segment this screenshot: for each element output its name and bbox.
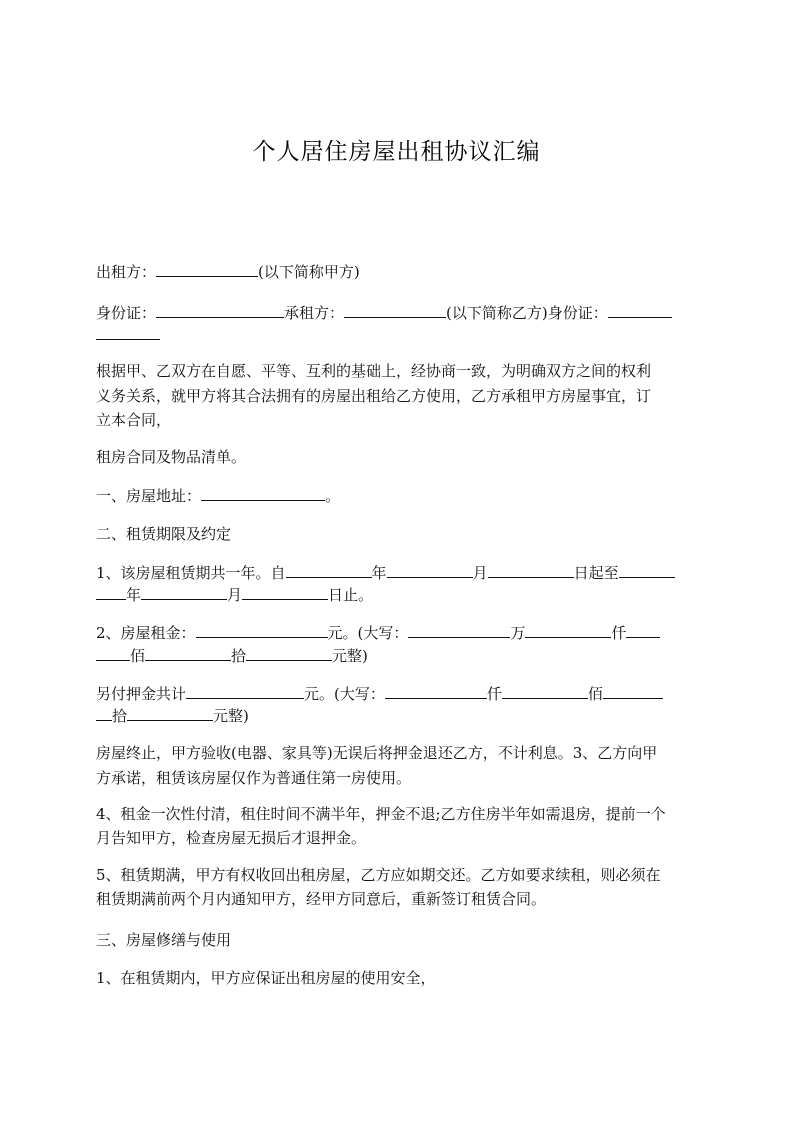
deposit-qian-label: 仟 — [486, 685, 502, 703]
term-start-day-blank — [488, 562, 574, 578]
termination-line-1: 房屋终止，甲方验收(电器、家具等)无误后将押金退还乙方，不计利息。3、乙方向甲 — [96, 744, 658, 762]
intro-line-1: 根据甲、乙双方在自愿、平等、互利的基础上，经协商一致，为明确双方之间的权利 — [96, 362, 652, 380]
term-end-year-blank — [619, 562, 675, 578]
section3-heading: 三、房屋修缮与使用 — [96, 931, 232, 949]
rent-shi-blank — [145, 645, 231, 661]
term-end-day-blank — [242, 584, 328, 600]
clause5-line-2: 租赁期满前两个月内通知甲方，经甲方同意后，重新签订租赁合同。 — [96, 890, 547, 908]
clause4-line-1: 4、租金一次性付清，租住时间不满半年，押金不退;乙方住房半年如需退房，提前一个 — [96, 805, 666, 823]
term-month-label: 月 — [472, 564, 488, 582]
section2-heading: 二、租赁期限及约定 — [96, 525, 232, 543]
rent-line — [96, 622, 660, 644]
lessor-suffix: (以下简称甲方) — [258, 263, 360, 281]
deposit-line-continued — [96, 705, 249, 727]
id-line — [96, 302, 672, 324]
deposit-line — [96, 683, 663, 705]
term-month2-label: 月 — [227, 586, 243, 604]
termination-line-2: 方承诺，租赁该房屋仅作为普通住第一房使用。 — [96, 769, 412, 787]
deposit-yuan-label: 元。(大写： — [304, 685, 385, 703]
rent-yuan-label: 元。(大写： — [327, 624, 409, 642]
address-end: 。 — [325, 487, 341, 505]
term-end-month-blank — [141, 584, 227, 600]
rent-qian-label: 仟 — [611, 624, 627, 642]
lessor-label: 出租方： — [96, 263, 157, 281]
intro-line-2: 义务关系，就甲方将其合法拥有的房屋出租给乙方使用，乙方承租甲方房屋事宜，订 — [96, 387, 652, 405]
deposit-yuan-zheng-label: 元整) — [213, 707, 249, 725]
lessee-label: 承租方： — [284, 304, 345, 322]
deposit-prefix: 另付押金共计 — [96, 685, 187, 703]
term-line — [96, 562, 675, 584]
clause4-line-2: 月告知甲方，检查房屋无损后才退押金。 — [96, 829, 367, 847]
address-blank — [201, 485, 325, 501]
rent-yuan-zheng-label: 元整) — [332, 647, 368, 665]
deposit-shi-blank — [603, 683, 663, 699]
document-title: 个人居住房屋出租协议汇编 — [252, 139, 541, 165]
rent-prefix: 2、房屋租金： — [96, 624, 196, 642]
term-line-continued — [96, 584, 373, 606]
lessee-id-blank-continued — [96, 324, 160, 340]
rent-bai-blank — [626, 622, 660, 638]
term-day-end-label: 日止。 — [328, 586, 374, 604]
lessor-id-blank — [156, 302, 284, 318]
deposit-shi-blank-continued — [96, 705, 112, 721]
rent-bai-blank-continued — [96, 645, 130, 661]
inventory-line: 租房合同及物品清单。 — [96, 448, 247, 466]
deposit-bai-label: 佰 — [587, 685, 603, 703]
rent-wan-blank — [408, 622, 510, 638]
rent-wan-label: 万 — [510, 624, 526, 642]
term-start-year-blank — [286, 562, 372, 578]
address-line — [96, 485, 340, 507]
deposit-qian-blank — [385, 683, 487, 699]
clause5-line-1: 5、租赁期满，甲方有权收回出租房屋，乙方应如期交还。乙方如要求续租，则必须在 — [96, 866, 661, 884]
rent-qian-blank — [525, 622, 611, 638]
intro-line-3: 立本合同， — [96, 411, 172, 429]
lessee-name-blank — [344, 302, 446, 318]
lessee-id-blank — [608, 302, 672, 318]
deposit-yuan-blank — [127, 705, 213, 721]
lessor-id-label: 身份证： — [96, 304, 157, 322]
lessor-line — [96, 261, 360, 283]
section3-clause1: 1、在租赁期内，甲方应保证出租房屋的使用安全， — [96, 969, 436, 987]
term-end-year-blank-continued — [96, 584, 126, 600]
rent-line-continued — [96, 645, 368, 667]
lessee-suffix: (以下简称乙方) — [446, 304, 548, 322]
term-day-from-label: 日起至 — [573, 564, 619, 582]
term-start-month-blank — [387, 562, 473, 578]
term-year2-label: 年 — [126, 586, 142, 604]
lessor-name-blank — [156, 261, 258, 277]
deposit-amount-blank — [186, 683, 304, 699]
rent-amount-blank — [196, 622, 328, 638]
term-prefix: 1、该房屋租赁期共一年。自 — [96, 564, 286, 582]
rent-bai-label: 佰 — [130, 647, 146, 665]
term-year-label: 年 — [371, 564, 387, 582]
address-label: 一、房屋地址： — [96, 487, 202, 505]
lessee-id-label: 身份证： — [547, 304, 608, 322]
rent-yuan-blank — [246, 645, 332, 661]
deposit-shi-label: 拾 — [112, 707, 128, 725]
deposit-bai-blank — [502, 683, 588, 699]
rent-shi-label: 拾 — [231, 647, 247, 665]
id-line-continued — [96, 324, 160, 346]
